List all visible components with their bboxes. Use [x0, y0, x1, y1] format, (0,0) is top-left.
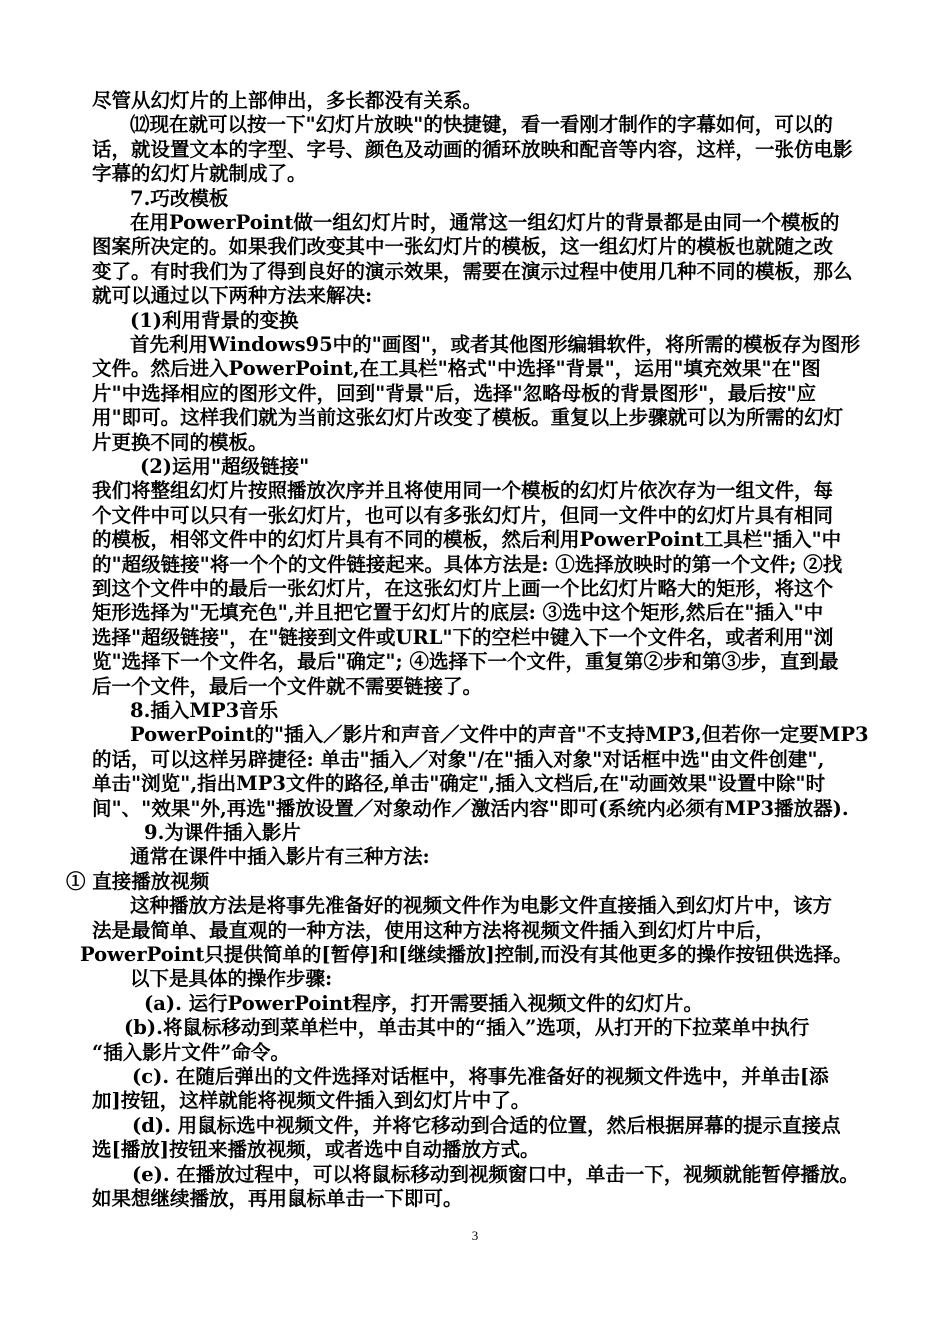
text-line: 览"选择下一个文件名，最后"确定"; ④选择下一个文件，重复第②步和第③步，直到最: [92, 650, 839, 674]
text-line: 首先利用Windows95中的"画图"，或者其他图形编辑软件，将所需的模板存为图形: [130, 333, 861, 356]
list-item: (d). 用鼠标选中视频文件，并将它移动到合适的位置，然后根据屏幕的提示直接点: [132, 1113, 841, 1137]
text-line: 通常在课件中插入影片有三种方法:: [130, 845, 430, 869]
text-line: 加]按钮，这样就能将视频文件插入到幻灯片中了。: [92, 1089, 531, 1113]
text-line: 如果想继续播放，再用鼠标单击一下即可。: [92, 1187, 463, 1210]
list-item: (b).将鼠标移动到菜单栏中，单击其中的“插入”选项，从打开的下拉菜单中执行: [124, 1016, 810, 1040]
text-line: 我们将整组幻灯片按照播放次序并且将使用同一个模板的幻灯片依次存为一组文件，每: [92, 479, 834, 503]
text-line: 以下是具体的操作步骤:: [130, 967, 333, 991]
text-line: 选[播放]按钮来播放视频，或者选中自动播放方式。: [92, 1138, 540, 1162]
text-line: “插入影片文件”命令。: [92, 1040, 290, 1064]
text-line: 图案所决定的。如果我们改变其中一张幻灯片的模板，这一组幻灯片的模板也就随之改: [92, 235, 834, 259]
text-line: 字幕的幻灯片就制成了。: [92, 162, 307, 186]
text-line: 变了。有时我们为了得到良好的演示效果，需要在演示过程中使用几种不同的模板，那么: [92, 259, 853, 283]
text-line: 矩形选择为"无填充色",并且把它置于幻灯片的底层: ③选中这个矩形,然后在"插入"中: [92, 601, 824, 625]
section-heading: 9.为课件插入影片: [144, 821, 301, 844]
subsection-heading: (2)运用"超级链接": [140, 455, 310, 478]
text-line: 在用PowerPoint做一组幻灯片时，通常这一组幻灯片的背景都是由同一个模板的: [130, 211, 840, 234]
text-line: 的模板，相邻文件中的幻灯片具有不同的模板，然后利用PowerPoint工具栏"插入"中: [92, 528, 842, 552]
list-item: (c). 在随后弹出的文件选择对话框中，将事先准备好的视频文件选中，并单击[添: [132, 1065, 829, 1088]
subsection-heading: ① 直接播放视频: [66, 869, 210, 893]
page-number: 3: [471, 1228, 479, 1244]
text-line: 间"、"效果"外,再选"播放设置／对象动作／激活内容"即可(系统内必须有MP3播放器).: [92, 796, 849, 820]
text-line: 的"超级链接"将一个个的文件链接起来。具体方法是: ①选择放映时的第一个文件; ②找: [92, 552, 843, 576]
text-line: 文件。然后进入PowerPoint,在工具栏"格式"中选择"背景"，运用"填充效果"在"图: [92, 357, 821, 381]
list-item: (a). 运行PowerPoint程序，打开需要插入视频文件的幻灯片。: [144, 991, 704, 1015]
text-line: ⑿现在就可以按一下"幻灯片放映"的快捷键，看一看刚才制作的字幕如何，可以的: [130, 113, 833, 137]
text-line: 单击"浏览",指出MP3文件的路径,单击"确定",插入文档后,在"动画效果"设置中除"时: [92, 772, 826, 796]
text-line: PowerPoint的"插入／影片和声音／文件中的声音"不支持MP3,但若你一定要MP3: [130, 723, 869, 747]
subsection-heading: (1)利用背景的变换: [130, 308, 299, 332]
text-line: 后一个文件，最后一个文件就不需要链接了。: [92, 674, 483, 698]
text-line: 尽管从幻灯片的上部伸出，多长都没有关系。: [92, 89, 483, 112]
text-line: 就可以通过以下两种方法来解决:: [92, 284, 373, 308]
list-item: (e). 在播放过程中，可以将鼠标移动到视频窗口中，单击一下，视频就能暂停播放。: [132, 1162, 859, 1186]
section-heading: 7.巧改模板: [130, 186, 229, 210]
text-line: 法是最简单、最直观的一种方法，使用这种方法将视频文件插入到幻灯片中后，: [92, 918, 775, 942]
text-line: 个文件中可以只有一张幻灯片，也可以有多张幻灯片，但同一文件中的幻灯片具有相同: [92, 503, 834, 527]
text-line: 片"中选择相应的图形文件，回到"背景"后，选择"忽略母板的背景图形"，最后按"应: [92, 381, 816, 405]
text-line: 这种播放方法是将事先准备好的视频文件作为电影文件直接插入到幻灯片中，该方: [130, 894, 833, 918]
text-line: 用"即可。这样我们就为当前这张幻灯片改变了模板。重复以上步骤就可以为所需的幻灯: [92, 406, 844, 430]
text-line: 片更换不同的模板。: [92, 430, 268, 454]
text-line: 的话，可以这样另辟捷径: 单击"插入／对象"/在"插入对象"对话框中选"由文件创建",: [92, 747, 825, 771]
text-line: 话，就设置文本的字型、字号、颜色及动画的循环放映和配音等内容，这样，一张仿电影: [92, 137, 853, 161]
text-line: 选择"超级链接"，在"链接到文件或URL"下的空栏中键入下一个文件名，或者利用"浏: [92, 625, 834, 649]
section-heading: 8.插入MP3音乐: [130, 699, 279, 722]
text-line: PowerPoint只提供简单的[暂停]和[继续播放]控制,而没有其他更多的操作按钮供选择。: [80, 943, 853, 966]
text-line: 到这个文件中的最后一张幻灯片，在这张幻灯片上画一个比幻灯片略大的矩形，将这个: [92, 577, 834, 600]
